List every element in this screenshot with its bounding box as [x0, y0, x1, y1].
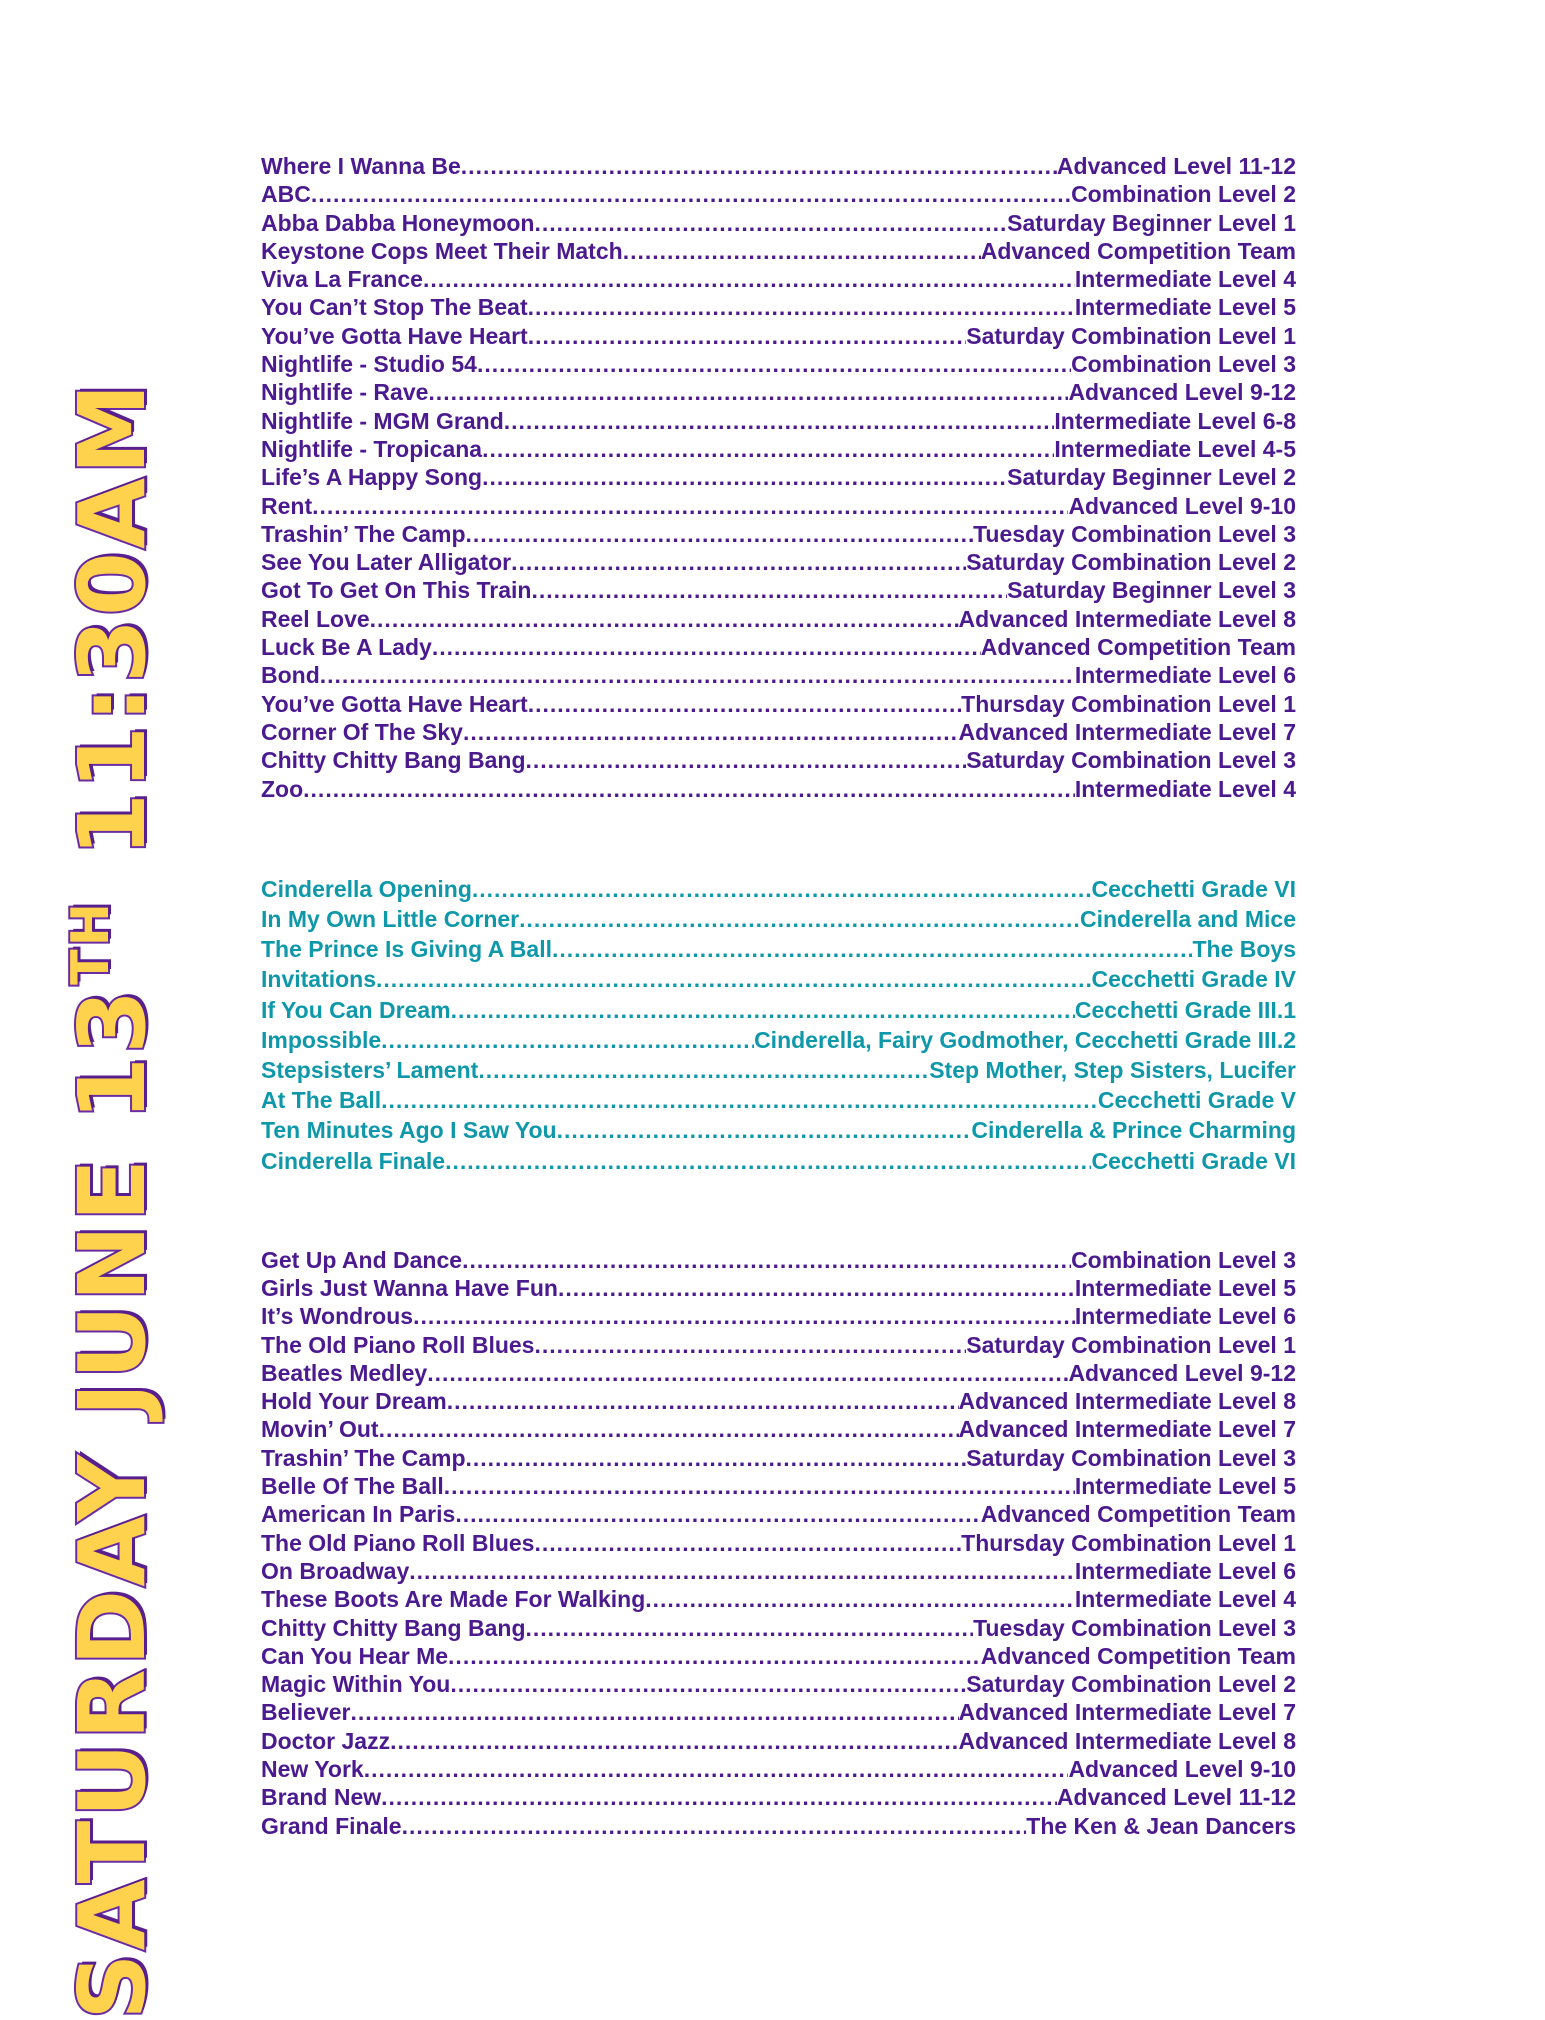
number-title: Impossible — [261, 1026, 382, 1053]
number-title: Stepsisters’ Lament — [261, 1056, 479, 1083]
performing-class: Advanced Competition Team — [980, 237, 1296, 264]
number-title: Got To Get On This Train — [261, 577, 532, 604]
program-row — [261, 180, 1296, 208]
program-row — [261, 209, 1296, 237]
number-title: You Can’t Stop The Beat — [261, 294, 528, 321]
performing-class: Advanced Intermediate Level 7 — [958, 718, 1296, 745]
performing-class: Advanced Level 11-12 — [1056, 153, 1296, 179]
banner-time: 11:30AM — [59, 380, 166, 857]
number-title: You’ve Gotta Have Heart — [261, 322, 528, 349]
program-row — [261, 152, 1296, 180]
performing-class: Advanced Intermediate Level 7 — [958, 1416, 1296, 1443]
performing-class: Saturday Combination Level 3 — [966, 1444, 1296, 1471]
number-title: Where I Wanna Be — [261, 153, 461, 179]
program-row — [261, 1783, 1296, 1811]
program-row — [261, 265, 1296, 293]
number-title: Doctor Jazz — [261, 1727, 391, 1754]
program-row — [261, 633, 1296, 661]
performing-class: Thursday Combination Level 1 — [961, 690, 1296, 717]
performing-class: Cinderella, Fairy Godmother, Cecchetti Grade III.2 — [754, 1026, 1296, 1053]
dot-leader — [413, 1302, 1075, 1330]
program-row — [261, 746, 1296, 774]
performing-class: Advanced Level 9-12 — [1068, 379, 1296, 406]
dot-leader — [381, 1025, 754, 1055]
dot-leader — [519, 904, 1080, 934]
performing-class: Saturday Combination Level 2 — [966, 549, 1296, 576]
number-title: The Old Piano Roll Blues — [261, 1529, 535, 1556]
dot-leader — [364, 1755, 1069, 1783]
performing-class: Saturday Combination Level 3 — [966, 747, 1296, 774]
number-title: Life’s A Happy Song — [261, 464, 483, 491]
performing-class: Cecchetti Grade IV — [1091, 966, 1296, 993]
number-title: Bond — [261, 662, 320, 689]
dot-leader — [381, 1085, 1098, 1115]
performing-class: Intermediate Level 4 — [1074, 1586, 1296, 1613]
performing-class: Saturday Combination Level 2 — [966, 1671, 1296, 1698]
performing-class: Thursday Combination Level 1 — [961, 1529, 1296, 1556]
date-time-banner — [59, 380, 166, 2020]
number-title: If You Can Dream — [261, 996, 451, 1023]
number-title: Brand New — [261, 1784, 382, 1811]
number-title: Girls Just Wanna Have Fun — [261, 1275, 558, 1301]
program-row — [261, 1585, 1296, 1613]
program-row — [261, 237, 1296, 265]
number-title: Chitty Chitty Bang Bang — [261, 1614, 526, 1641]
dot-leader — [311, 180, 1071, 208]
dot-leader — [531, 576, 1007, 604]
number-title: Ten Minutes Ago I Saw You — [261, 1117, 557, 1144]
program-row — [261, 322, 1296, 350]
dot-leader — [534, 1331, 966, 1359]
number-title: Movin’ Out — [261, 1416, 379, 1443]
performing-class: Intermediate Level 5 — [1074, 294, 1296, 321]
program-row — [261, 1444, 1296, 1472]
performing-class: Advanced Competition Team — [980, 634, 1296, 661]
dot-leader — [526, 1614, 974, 1642]
performing-class: Intermediate Level 4 — [1074, 775, 1296, 802]
program-row — [261, 1359, 1296, 1387]
dot-leader — [390, 1727, 958, 1755]
program-row — [261, 407, 1296, 435]
performing-class: Cinderella and Mice — [1079, 906, 1296, 933]
program-row — [261, 1302, 1296, 1330]
program-row — [261, 874, 1296, 904]
performing-class: Cinderella & Prince Charming — [971, 1117, 1296, 1144]
dot-leader — [528, 690, 961, 718]
performing-class: Saturday Combination Level 1 — [966, 322, 1296, 349]
program-row — [261, 661, 1296, 689]
dot-leader — [526, 746, 967, 774]
dot-leader — [432, 633, 981, 661]
program-row — [261, 1085, 1296, 1115]
program-row — [261, 1727, 1296, 1755]
number-title: Get Up And Dance — [261, 1246, 463, 1273]
performing-class: Advanced Competition Team — [980, 1642, 1296, 1669]
dot-leader — [379, 1415, 959, 1443]
dot-leader — [303, 775, 1075, 803]
number-title: Magic Within You — [261, 1671, 451, 1698]
performing-class: Step Mother, Step Sisters, Lucifer — [929, 1056, 1296, 1083]
number-title: Abba Dabba Honeymoon — [261, 209, 535, 236]
number-title: Cinderella Opening — [261, 875, 472, 902]
performing-class: Advanced Competition Team — [980, 1501, 1296, 1528]
program-row — [261, 1274, 1296, 1302]
number-title: In My Own Little Corner — [261, 906, 520, 933]
program-row — [261, 378, 1296, 406]
dot-leader — [409, 1557, 1075, 1585]
performing-class: Tuesday Combination Level 3 — [973, 520, 1296, 547]
program-row — [261, 1614, 1296, 1642]
program-list — [261, 152, 1296, 1840]
program-row — [261, 576, 1296, 604]
number-title: The Prince Is Giving A Ball — [261, 936, 552, 963]
dot-leader — [645, 1585, 1075, 1613]
number-title: Nightlife - Studio 54 — [261, 351, 477, 378]
number-title: Viva La France — [261, 266, 423, 293]
program-row — [261, 548, 1296, 576]
number-title: Luck Be A Lady — [261, 634, 432, 661]
program-row — [261, 1331, 1296, 1359]
dot-leader — [450, 1670, 966, 1698]
dot-leader — [351, 1698, 959, 1726]
number-title: Keystone Cops Meet Their Match — [261, 237, 623, 264]
number-title: Chitty Chitty Bang Bang — [261, 747, 526, 774]
program-row — [261, 1755, 1296, 1783]
dot-leader — [472, 874, 1092, 904]
program-row — [261, 1529, 1296, 1557]
number-title: These Boots Are Made For Walking — [261, 1586, 646, 1613]
performing-class: Cecchetti Grade VI — [1091, 1147, 1296, 1174]
number-title: You’ve Gotta Have Heart — [261, 690, 528, 717]
program-row — [261, 1146, 1296, 1176]
performing-class: Saturday Combination Level 1 — [966, 1331, 1296, 1358]
number-title: Trashin’ The Camp — [261, 520, 466, 547]
dot-leader — [444, 1472, 1075, 1500]
section-part-one — [261, 152, 1296, 803]
program-row — [261, 1472, 1296, 1500]
program-row — [261, 718, 1296, 746]
dot-leader — [448, 1642, 981, 1670]
dot-leader — [312, 492, 1068, 520]
number-title: Beatles Medley — [261, 1359, 428, 1386]
number-title: Believer — [261, 1699, 351, 1726]
performing-class: Intermediate Level 5 — [1074, 1473, 1296, 1500]
dot-leader — [445, 1146, 1091, 1176]
program-row — [261, 605, 1296, 633]
number-title: Cinderella Finale — [261, 1147, 446, 1174]
performing-class: Advanced Level 9-12 — [1068, 1359, 1296, 1386]
dot-leader — [466, 520, 974, 548]
dot-leader — [534, 1529, 961, 1557]
program-row — [261, 690, 1296, 718]
dot-leader — [528, 293, 1075, 321]
performing-class: Combination Level 3 — [1071, 351, 1296, 378]
performing-class: Advanced Level 9-10 — [1068, 492, 1296, 519]
performing-class: Saturday Beginner Level 2 — [1007, 464, 1296, 491]
program-row — [261, 1115, 1296, 1145]
program-row — [261, 1557, 1296, 1585]
dot-leader — [623, 237, 981, 265]
number-title: American In Paris — [261, 1501, 456, 1528]
program-row — [261, 492, 1296, 520]
performing-class: The Boys — [1192, 936, 1296, 963]
performing-class: Intermediate Level 6-8 — [1054, 407, 1296, 434]
program-row — [261, 775, 1296, 803]
program-row — [261, 463, 1296, 491]
banner-date-suffix: TH — [61, 899, 121, 985]
banner-date: SATURDAY JUNE 13 — [59, 986, 166, 2020]
number-title: At The Ball — [261, 1087, 382, 1114]
program-row — [261, 1812, 1296, 1840]
performing-class: Intermediate Level 6 — [1074, 1303, 1296, 1330]
program-row — [261, 350, 1296, 378]
performing-class: Cecchetti Grade V — [1097, 1087, 1296, 1114]
dot-leader — [376, 964, 1091, 994]
dot-leader — [423, 265, 1075, 293]
performing-class: Combination Level 2 — [1071, 181, 1296, 208]
program-row — [261, 995, 1296, 1025]
dot-leader — [558, 1274, 1075, 1302]
performing-class: Cecchetti Grade VI — [1091, 875, 1296, 902]
performing-class: Advanced Intermediate Level 8 — [958, 605, 1296, 632]
dot-leader — [447, 1387, 959, 1415]
dot-leader — [461, 152, 1057, 180]
program-row — [261, 1055, 1296, 1085]
number-title: Nightlife - Tropicana — [261, 435, 483, 462]
performing-class: Advanced Intermediate Level 8 — [958, 1388, 1296, 1415]
performing-class: Intermediate Level 5 — [1074, 1275, 1296, 1301]
program-row — [261, 435, 1296, 463]
program-row — [261, 1698, 1296, 1726]
number-title: On Broadway — [261, 1557, 410, 1584]
dot-leader — [455, 1500, 980, 1528]
number-title: Rent — [261, 492, 313, 519]
number-title: It’s Wondrous — [261, 1303, 414, 1330]
dot-leader — [534, 209, 1007, 237]
program-row — [261, 1642, 1296, 1670]
dot-leader — [477, 350, 1071, 378]
dot-leader — [478, 1055, 929, 1085]
dot-leader — [320, 661, 1075, 689]
dot-leader — [504, 407, 1055, 435]
dot-leader — [370, 605, 959, 633]
performing-class: Intermediate Level 4-5 — [1054, 435, 1296, 462]
number-title: Corner Of The Sky — [261, 718, 463, 745]
program-row — [261, 520, 1296, 548]
number-title: Belle Of The Ball — [261, 1473, 444, 1500]
performing-class: Saturday Beginner Level 1 — [1007, 209, 1296, 236]
number-title: ABC — [261, 181, 311, 208]
number-title: New York — [261, 1756, 364, 1783]
program-row — [261, 904, 1296, 934]
number-title: Reel Love — [261, 605, 370, 632]
number-title: Zoo — [261, 775, 304, 802]
number-title: Trashin’ The Camp — [261, 1444, 466, 1471]
dot-leader — [428, 378, 1068, 406]
performing-class: The Ken & Jean Dancers — [1026, 1812, 1296, 1839]
section-cinderella — [261, 874, 1296, 1176]
dot-leader — [463, 718, 959, 746]
dot-leader — [402, 1812, 1027, 1840]
program-row — [261, 934, 1296, 964]
dot-leader — [427, 1359, 1068, 1387]
dot-leader — [528, 322, 967, 350]
dot-leader — [482, 435, 1054, 463]
dot-leader — [381, 1783, 1057, 1811]
performing-class: Combination Level 3 — [1071, 1246, 1296, 1273]
dot-leader — [552, 934, 1192, 964]
program-row — [261, 1387, 1296, 1415]
dot-leader — [451, 995, 1075, 1025]
number-title: Can You Hear Me — [261, 1642, 449, 1669]
performing-class: Intermediate Level 4 — [1074, 266, 1296, 293]
number-title: See You Later Alligator — [261, 549, 512, 576]
performing-class: Intermediate Level 6 — [1074, 662, 1296, 689]
performing-class: Advanced Intermediate Level 8 — [958, 1727, 1296, 1754]
number-title: Grand Finale — [261, 1812, 402, 1839]
performing-class: Advanced Level 11-12 — [1056, 1784, 1296, 1811]
number-title: Invitations — [261, 966, 377, 993]
program-row — [261, 1500, 1296, 1528]
dot-leader — [511, 548, 966, 576]
program-row — [261, 1025, 1296, 1055]
program-row — [261, 1670, 1296, 1698]
number-title: Nightlife - Rave — [261, 379, 429, 406]
program-row — [261, 293, 1296, 321]
dot-leader — [466, 1444, 967, 1472]
number-title: Nightlife - MGM Grand — [261, 407, 504, 434]
performing-class: Tuesday Combination Level 3 — [973, 1614, 1296, 1641]
dot-leader — [557, 1115, 972, 1145]
number-title: The Old Piano Roll Blues — [261, 1331, 535, 1358]
dot-leader — [482, 463, 1007, 491]
dot-leader — [462, 1246, 1071, 1274]
number-title: Hold Your Dream — [261, 1388, 447, 1415]
performing-class: Cecchetti Grade III.1 — [1074, 996, 1296, 1023]
performing-class: Advanced Level 9-10 — [1068, 1756, 1296, 1783]
program-row — [261, 1415, 1296, 1443]
performing-class: Intermediate Level 6 — [1074, 1557, 1296, 1584]
program-row — [261, 1246, 1296, 1274]
performing-class: Saturday Beginner Level 3 — [1007, 577, 1296, 604]
program-row — [261, 964, 1296, 994]
performing-class: Advanced Intermediate Level 7 — [958, 1699, 1296, 1726]
section-part-two — [261, 1246, 1296, 1840]
